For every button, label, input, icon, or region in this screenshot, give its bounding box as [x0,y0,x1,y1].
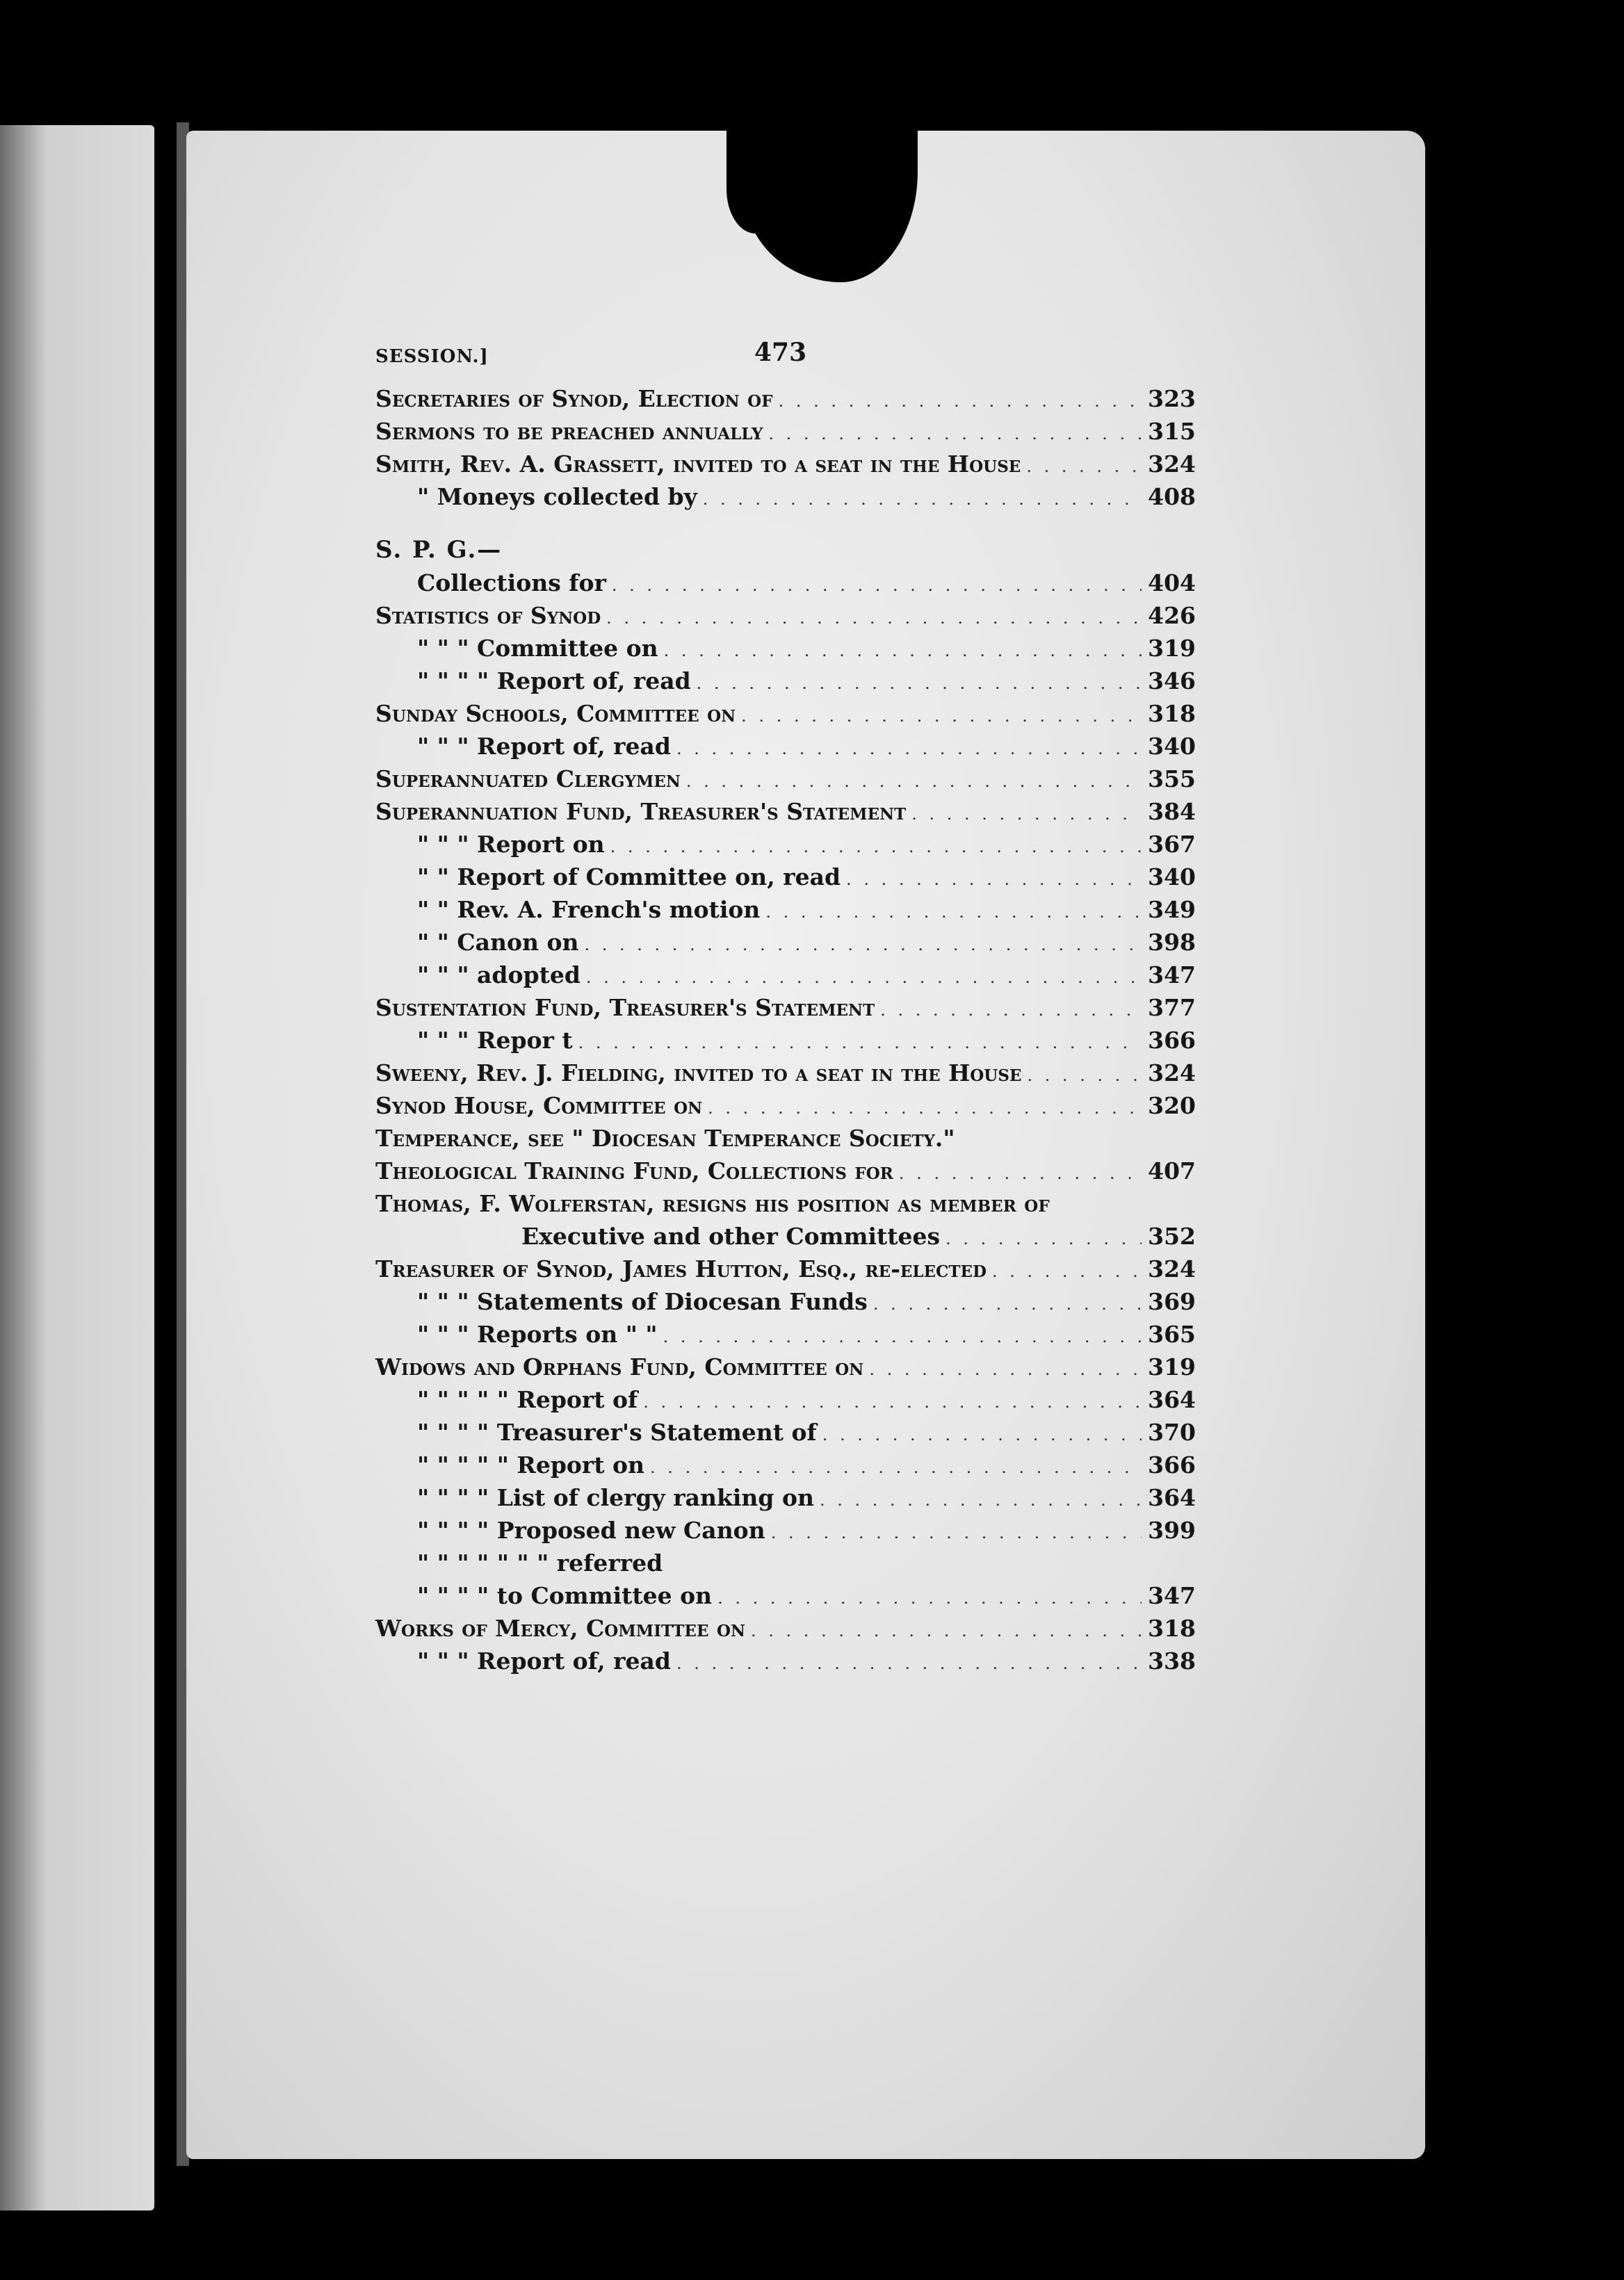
index-entry: " " " " " " " referred [417,1549,663,1577]
index-entry: Collections for . . . 404 [375,567,1196,599]
index-entry: " " " Report of, read . . . 340 [375,730,1196,763]
index-entry: Widows and Orphans Fund, Committee on . . . 319 [375,1351,1196,1383]
index-entry: " " " " " Report of . . . 364 [375,1383,1196,1416]
running-head: SESSION.] [375,346,489,367]
adjacent-page-edge [0,125,154,2210]
index-entry: " " " " Report of, read . . . 346 [375,665,1196,697]
index-entry: " " " " to Committee on . . . 347 [375,1579,1196,1612]
page-header [375,327,1196,382]
index-entry: " " " Reports on " " . . . 365 [375,1318,1196,1351]
index-entry: Synod House, Committee on . . . 320 [375,1089,1196,1122]
index-entry: " " " " List of clergy ranking on . . . 364 [375,1481,1196,1514]
index-section-heading: S. P. G.— [375,536,503,564]
index-entry: " " " Committee on . . . 319 [375,632,1196,665]
index-entry: " " " " Treasurer's Statement of . . . 370 [375,1416,1196,1449]
index-entry: Temperance, see " Diocesan Temperance Society." [375,1125,955,1152]
index-entry: Superannuated Clergymen . . . 355 [375,763,1196,795]
index-entry: " " " " Proposed new Canon . . . 399 [375,1514,1196,1547]
index-entry: Treasurer of Synod, James Hutton, Esq., re-elected . . . 324 [375,1253,1196,1285]
page-number: 473 [754,338,807,367]
index-entry: " " " Repor t . . . 366 [375,1024,1196,1057]
index-entry: " " " adopted . . . 347 [375,959,1196,991]
index-entry: Superannuation Fund, Treasurer's Statement . . . 384 [375,795,1196,828]
index-entry: " " Rev. A. French's motion . . . 349 [375,893,1196,926]
index-entry: Theological Training Fund, Collections for . . . 407 [375,1155,1196,1187]
index-entry: " " Canon on . . . 398 [375,926,1196,959]
index-entry: Secretaries of Synod, Election of . . . 323 [375,382,1196,415]
index-entry: " " Report of Committee on, read . . . 340 [375,861,1196,893]
index-entry: Smith, Rev. A. Grassett, invited to a seat in the House . . . 324 [375,448,1196,480]
index-entry: Statistics of Synod . . . 426 [375,599,1196,632]
index-list [375,382,1196,1677]
index-entry: Sunday Schools, Committee on . . . 318 [375,697,1196,730]
index-entry: Thomas, F. Wolferstan, resigns his position as member of [375,1190,1050,1217]
index-entry: Sermons to be preached annually . . . 315 [375,415,1196,448]
index-entry: " " " Report of, read . . . 338 [375,1645,1196,1677]
index-page-content [375,327,1196,1677]
index-entry: Sustentation Fund, Treasurer's Statement . . . 377 [375,991,1196,1024]
index-entry: Works of Mercy, Committee on . . . 318 [375,1612,1196,1645]
index-entry: " " " " " Report on . . . 366 [375,1449,1196,1481]
index-entry: Sweeny, Rev. J. Fielding, invited to a seat in the House . . . 324 [375,1057,1196,1089]
index-entry: " " " Statements of Diocesan Funds . . . 369 [375,1285,1196,1318]
index-entry: " Moneys collected by . . . 408 [375,480,1196,513]
index-entry: " " " Report on . . . 367 [375,828,1196,861]
index-entry: Executive and other Committees . . . 352 [375,1220,1196,1253]
